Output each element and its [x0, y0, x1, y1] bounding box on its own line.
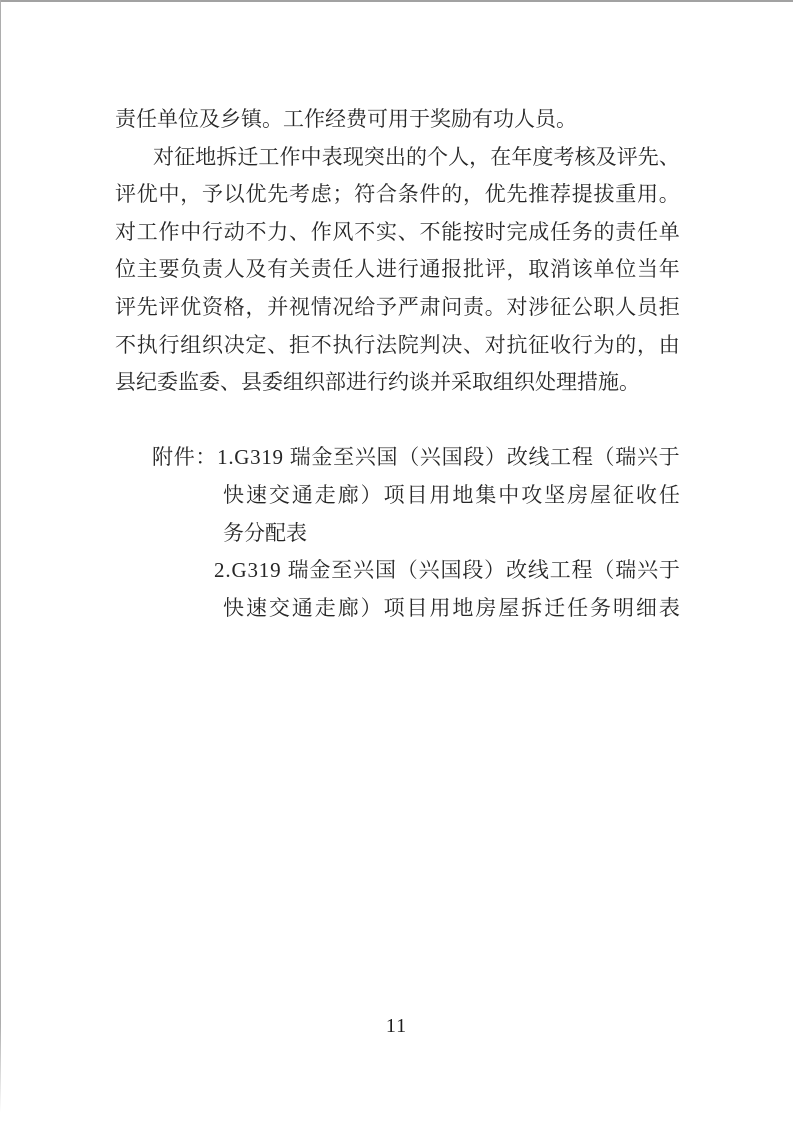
attachment-line: 快 速 交 通 走 廊 ） 项 目 用 地 集 中 攻 坚 房 屋 征 收 任 [223, 482, 680, 507]
attachment-line: 2 . G 3 1 9 瑞 金 至 兴 国 （ 兴 国 段 ） 改 线 工 程 （ 瑞 兴 于 [214, 558, 680, 583]
attachment-line: 附 件 ： 1 . G 3 1 9 瑞 金 至 兴 国 （ 兴 国 段 ） 改 线 工 程 （ 瑞 兴 于 [152, 445, 680, 470]
body-line: 位 主 要 负 责 人 及 有 关 责 任 人 进 行 通 报 批 评 ， 取 消 该 单 位 当 年 [115, 257, 680, 282]
body-line: 不 执 行 组 织 决 定 、 拒 不 执 行 法 院 判 决 、 对 抗 征 收 行 为 的 ， 由 [115, 332, 680, 357]
page-number: 11 [385, 1015, 408, 1037]
attachment-line: 快 速 交 通 走 廊 ） 项 目 用 地 房 屋 拆 迁 任 务 明 细 表 [223, 595, 680, 620]
attachment-line: 务分配表 [223, 520, 307, 545]
body-line: 对 工 作 中 行 动 不 力 、 作 风 不 实 、 不 能 按 时 完 成 任 务 的 责 任 单 [115, 219, 680, 244]
body-line: 对 征 地 拆 迁 工 作 中 表 现 突 出 的 个 人 ， 在 年 度 考 核 及 评 先 、 [153, 144, 680, 169]
scan-edge-left-line [0, 0, 1, 1113]
body-line: 评 优 中 ， 予 以 优 先 考 虑 ； 符 合 条 件 的 ， 优 先 推 荐 提 拔 重 用 。 [115, 182, 680, 207]
scan-edge-top-line [0, 0, 793, 2]
body-line: 县纪委监委、县委组织部进行约谈并采取组织处理措施。 [115, 370, 640, 395]
blank-line [115, 402, 680, 440]
body-line: 责任单位及乡镇。工作经费可用于奖励有功人员。 [115, 107, 577, 131]
document-body [115, 101, 680, 627]
body-line: 评 先 评 优 资 格 ， 并 视 情 况 给 予 严 肃 问 责 。 对 涉 征 公 职 人 员 拒 [115, 294, 680, 319]
